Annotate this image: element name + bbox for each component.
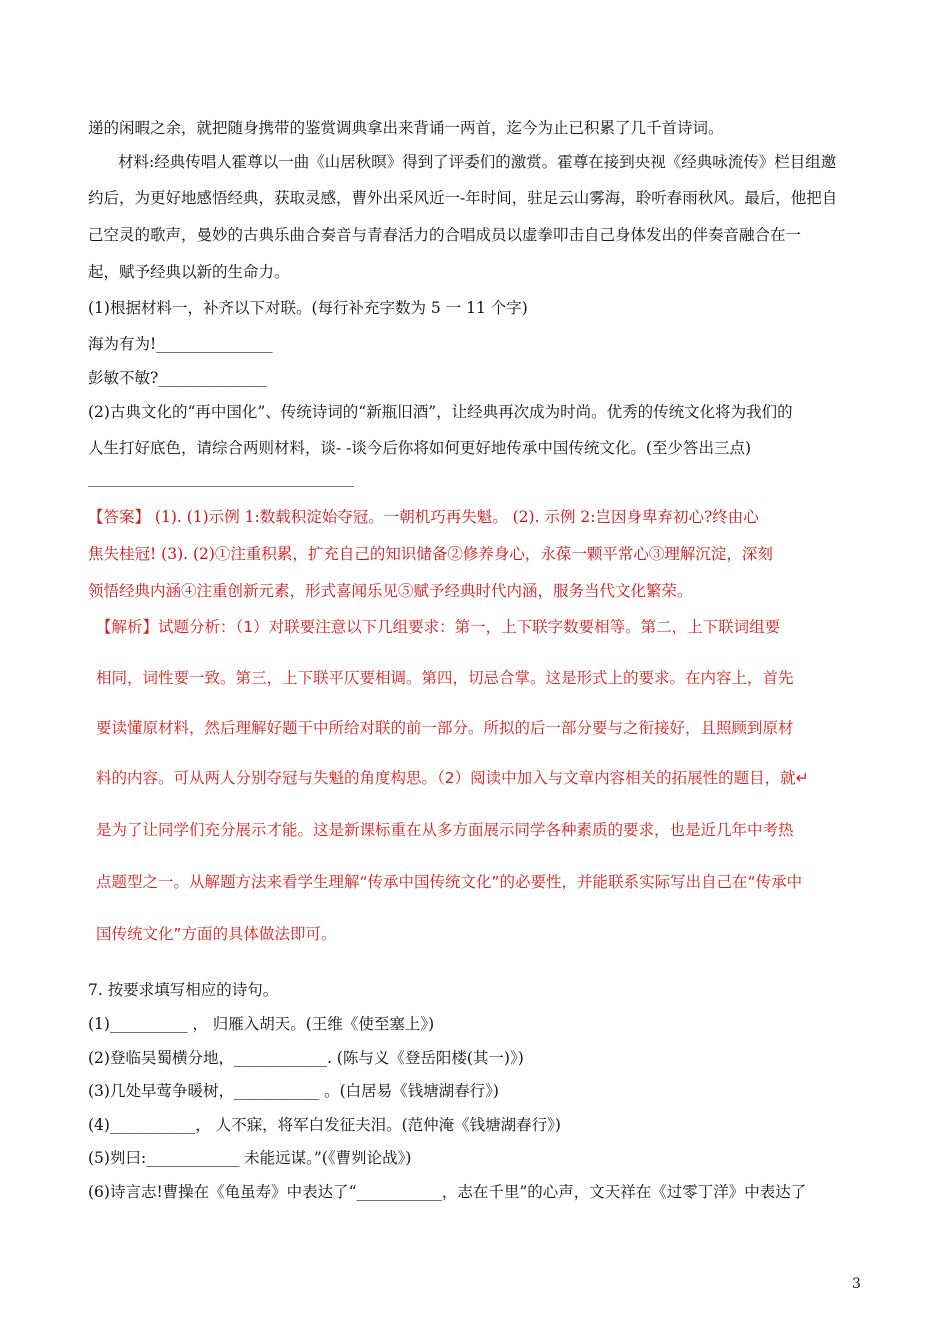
analysis-line-7: 国传统文化”方面的具体做法即可。 (96, 925, 337, 943)
material-line-4: 己空灵的歌声，曼妙的古典乐曲合奏音与青春活力的合唱成员以虚拳叩击自己身体发出的伴奏音融合在一 (88, 226, 802, 244)
answer-line-1: 【答案】 (1). (1)示例 1:数载积淀始夺冠。一朝机巧再失魁。 (2). 示例 2:岂因身卑弃初心?终由心 (88, 508, 759, 526)
material-line-2: 材料:经典传唱人霍尊以一曲《山居秋暝》得到了评委们的激赏。霍尊在接到央视《经典咏流传》栏目组邀 (118, 153, 837, 171)
answer-line-2: 焦失桂冠! (3). (2)①注重积累，扩充自己的知识储备②修养身心，永葆一颗平常心③理解沉淀，深刻 (88, 545, 773, 563)
page-number: 3 (852, 1276, 861, 1292)
analysis-line-6: 点题型之一。从解题方法来看学生理解“传承中国传统文化”的必要性，并能联系实际写出自己在“传承中 (96, 873, 803, 891)
material-line-1: 递的闲暇之余，就把随身携带的鉴赏调典拿出来背诵一两首，迄今为止已积累了几千首诗词。 (88, 119, 724, 137)
material-line-3: 约后，为更好地感悟经典，获取灵感，曹外出采风近一-年时间，驻足云山雾海，聆听春雨秋风。最后，他把自 (88, 189, 838, 207)
couplet-line-1: 海为有为!_______________ (88, 335, 273, 353)
answer-line-3: 领悟经典内涵④注重创新元素，形式喜闻乐见⑤赋予经典时代内涵，服务当代文化繁荣。 (88, 582, 693, 600)
question-7-item-4: (4)___________， 人不寐，将军白发征夫泪。(范仲淹《钱塘湖春行》) (88, 1116, 561, 1134)
question-7-item-1: (1)__________ ， 归雁入胡天。(王维《使至塞上》) (88, 1015, 435, 1033)
question-1: (1)根据材料一，补齐以下对联。(每行补充字数为 5 一 11 个字) (88, 299, 528, 317)
analysis-line-3: 要读懂原材料，然后理解好题干中所给对联的前一部分。所拟的后一部分要与之衔接好，且照顾到原材 (96, 719, 794, 737)
question-7-item-2: (2)登临吴蜀横分地，____________. (陈与义《登岳阳楼(其一)》) (88, 1049, 524, 1067)
question-2-line-1: (2)古典文化的“再中国化”、传统诗词的“新瓶旧酒”，让经典再次成为时尚。优秀的传统文化将为我们的 (88, 403, 793, 421)
question-7-item-5: (5)刿曰:____________ 未能远谋。”(《曹刿论战》) (88, 1149, 412, 1167)
analysis-line-4: 料的内容。可从两人分别夺冠与失魁的角度构思。（2）阅读中加入与文章内容相关的拓展性的题目，就↵ (96, 769, 809, 787)
couplet-line-2: 彭敏不敏?______________ (88, 369, 267, 387)
analysis-line-2: 相同，词性要一致。第三，上下联平仄要相调。第四，切忌合掌。这是形式上的要求。在内容上，首先 (96, 669, 794, 687)
question-2-line-2: 人生打好底色，请综合两则材料，谈- -谈今后你将如何更好地传承中国传统文化。(至少答出三点) (88, 439, 751, 457)
analysis-line-5: 是为了让同学们充分展示才能。这是新课标重在从多方面展示同学各种素质的要求，也是近几年中考热 (96, 821, 794, 839)
question-7-item-6: (6)诗言志!曹操在《龟虽寿》中表达了“___________，志在千里”的心声，文天祥在《过零丁洋》中表达了 (88, 1183, 807, 1201)
answer-rule (88, 486, 354, 487)
material-line-5: 起，赋予经典以新的生命力。 (88, 263, 290, 281)
analysis-line-1: 【解析】试题分析：（1）对联要注意以下几组要求：第一，上下联字数要相等。第二，上下联词组要 (96, 618, 781, 636)
question-7-title: 7. 按要求填写相应的诗句。 (88, 981, 279, 999)
question-7-item-3: (3)几处早莺争暖树，___________ 。(白居易《钱塘湖春行》) (88, 1082, 499, 1100)
